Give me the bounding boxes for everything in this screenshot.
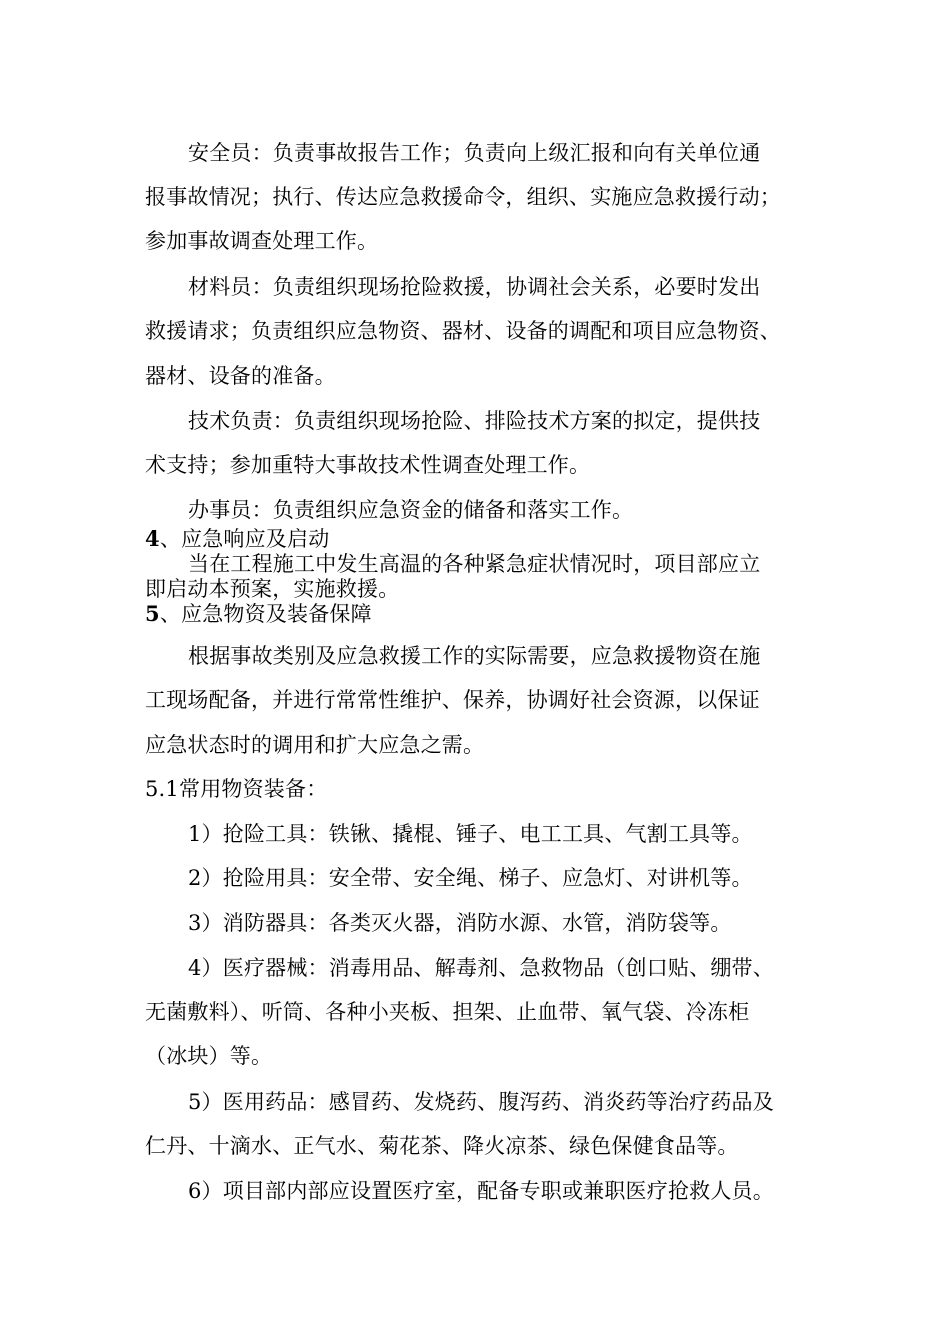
section-heading-4 [145,526,329,552]
section-heading-4-text: 、应急响应及启动 [159,527,330,551]
paragraph-safety-officer-line-3: 参加事故调查处理工作。 [145,229,379,253]
paragraph-materials-officer-line-3: 器材、设备的准备。 [145,364,336,388]
subsection-5-1-title: 5.1常用物资装备： [145,777,328,801]
paragraph-safety-officer-line-2: 报事故情况；执行、传达应急救援命令，组织、实施应急救援行动； [145,185,781,209]
list-item-medical-equipment-line-1: 4）医疗器械：消毒用品、解毒剂、急救物品（创口贴、绷带、 [188,956,774,980]
section-heading-5-number: 5 [145,601,160,626]
paragraph-clerk-line-1: 办事员：负责组织应急资金的储备和落实工作。 [188,498,634,522]
paragraph-response-line-1: 当在工程施工中发生高温的各种紧急症状情况时，项目部应立 [188,552,761,576]
list-item-rescue-gear: 2）抢险用具：安全带、安全绳、梯子、应急灯、对讲机等。 [188,866,753,890]
paragraph-supplies-line-3: 应急状态时的调用和扩大应急之需。 [145,733,485,757]
paragraph-technical-lead-line-1: 技术负责：负责组织现场抢险、排险技术方案的拟定，提供技 [188,409,761,433]
list-item-medicines-line-1: 5）医用药品：感冒药、发烧药、腹泻药、消炎药等治疗药品及 [188,1090,774,1114]
list-item-medical-equipment-line-2: 无菌敷料）、听筒、各种小夹板、担架、止血带、氧气袋、冷冻柜 [145,1000,750,1024]
paragraph-safety-officer-line-1: 安全员：负责事故报告工作；负责向上级汇报和向有关单位通 [188,141,761,165]
paragraph-supplies-line-1: 根据事故类别及应急救援工作的实际需要，应急救援物资在施 [188,644,761,668]
list-item-medicines-line-2: 仁丹、十滴水、正气水、菊花茶、降火凉茶、绿色保健食品等。 [145,1134,739,1158]
paragraph-materials-officer-line-2: 救援请求；负责组织应急物资、器材、设备的调配和项目应急物资、 [145,319,781,343]
paragraph-materials-officer-line-1: 材料员：负责组织现场抢险救援，协调社会关系，必要时发出 [188,275,761,299]
list-item-medical-equipment-line-3: （冰块）等。 [145,1044,273,1068]
paragraph-supplies-line-2: 工现场配备，并进行常常性维护、保养，协调好社会资源，以保证 [145,688,760,712]
paragraph-technical-lead-line-2: 术支持；参加重特大事故技术性调查处理工作。 [145,453,591,477]
section-heading-4-number: 4 [145,526,160,551]
list-item-fire-equipment: 3）消防器具：各类灭火器，消防水源、水管，消防袋等。 [188,911,732,935]
paragraph-response-line-2: 即启动本预案，实施救援。 [145,577,400,601]
list-item-medical-room: 6）项目部内部应设置医疗室，配备专职或兼职医疗抢救人员。 [188,1179,774,1203]
section-heading-5 [145,601,372,627]
section-heading-5-text: 、应急物资及装备保障 [159,602,372,626]
list-item-rescue-tools: 1）抢险工具：铁锹、撬棍、锤子、电工工具、气割工具等。 [188,822,753,846]
